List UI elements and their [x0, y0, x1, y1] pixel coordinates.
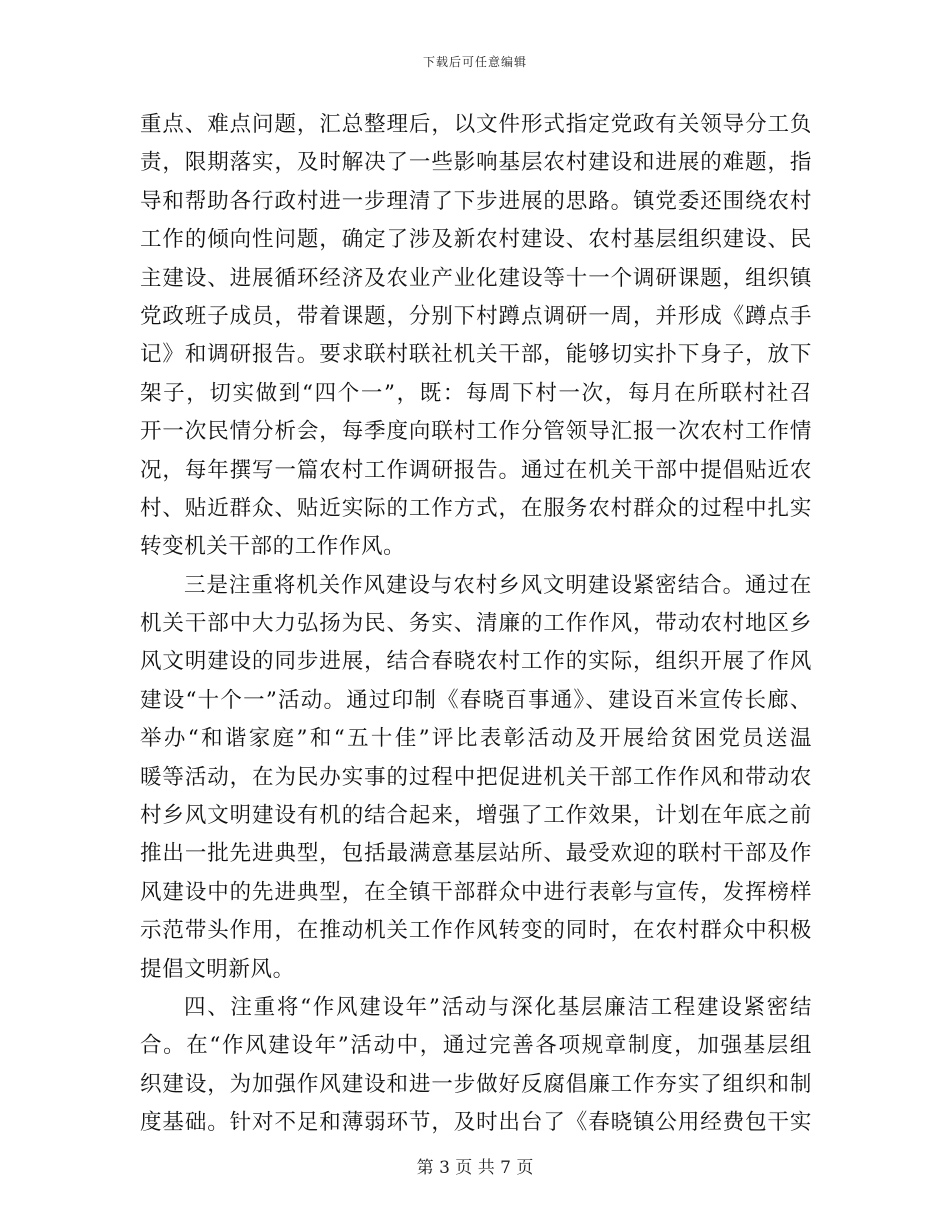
body-line: 架子，切实做到“四个一”，既：每周下村一次，每月在所联村社召	[140, 380, 812, 406]
body-line-paragraph-end: 提倡文明新风。	[140, 956, 295, 982]
page-number-footer: 第 3 页 共 7 页	[416, 1158, 534, 1178]
page-header-note: 下载后可任意编辑	[422, 55, 527, 69]
body-line: 建设“十个一”活动。通过印制《春晓百事通》、建设百米宣传长廊、	[140, 687, 812, 713]
body-line: 况，每年撰写一篇农村工作调研报告。通过在机关干部中提倡贴近农	[140, 457, 812, 483]
paragraph-start-line: 四、注重将“作风建设年”活动与深化基层廉洁工程建设紧密结	[184, 994, 812, 1020]
body-line: 推出一批先进典型，包括最满意基层站所、最受欢迎的联村干部及作	[140, 841, 812, 867]
body-line: 风建设中的先进典型，在全镇干部群众中进行表彰与宣传，发挥榜样	[140, 879, 812, 905]
body-line: 织建设，为加强作风建设和进一步做好反腐倡廉工作夯实了组织和制	[140, 1071, 812, 1097]
body-line: 机关干部中大力弘扬为民、务实、清廉的工作作风，带动农村地区乡	[140, 611, 812, 637]
body-line: 暖等活动，在为民办实事的过程中把促进机关干部工作作风和带动农	[140, 764, 812, 790]
body-line: 记》和调研报告。要求联村联社机关干部，能够切实扑下身子，放下	[140, 342, 812, 368]
body-line: 导和帮助各行政村进一步理清了下步进展的思路。镇党委还围绕农村	[140, 188, 812, 214]
document-body	[140, 106, 812, 1143]
body-line: 党政班子成员，带着课题，分别下村蹲点调研一周，并形成《蹲点手	[140, 303, 812, 329]
body-line: 开一次民情分析会，每季度向联村工作分管领导汇报一次农村工作情	[140, 419, 812, 445]
body-line: 责，限期落实，及时解决了一些影响基层农村建设和进展的难题，指	[140, 150, 812, 176]
paragraph-start-line: 三是注重将机关作风建设与农村乡风文明建设紧密结合。通过在	[184, 572, 812, 598]
body-line: 度基础。针对不足和薄弱环节，及时出台了《春晓镇公用经费包干实	[140, 1110, 812, 1136]
body-line: 重点、难点问题，汇总整理后，以文件形式指定党政有关领导分工负	[140, 112, 812, 137]
body-line: 主建设、进展循环经济及农业产业化建设等十一个调研课题，组织镇	[140, 265, 812, 291]
body-line: 工作的倾向性问题，确定了涉及新农村建设、农村基层组织建设、民	[140, 227, 812, 253]
body-line: 示范带头作用，在推动机关工作作风转变的同时，在农村群众中积极	[140, 918, 812, 944]
body-line: 风文明建设的同步进展，结合春晓农村工作的实际，组织开展了作风	[140, 649, 812, 675]
body-line: 村乡风文明建设有机的结合起来，增强了工作效果，计划在年底之前	[140, 803, 812, 829]
body-line: 举办“和谐家庭”和“五十佳”评比表彰活动及开展给贫困党员送温	[140, 726, 812, 752]
body-line-paragraph-end: 转变机关干部的工作作风。	[140, 534, 406, 560]
body-line: 合。在“作风建设年”活动中，通过完善各项规章制度，加强基层组	[140, 1033, 812, 1059]
body-line: 村、贴近群众、贴近实际的工作方式，在服务农村群众的过程中扎实	[140, 495, 812, 521]
